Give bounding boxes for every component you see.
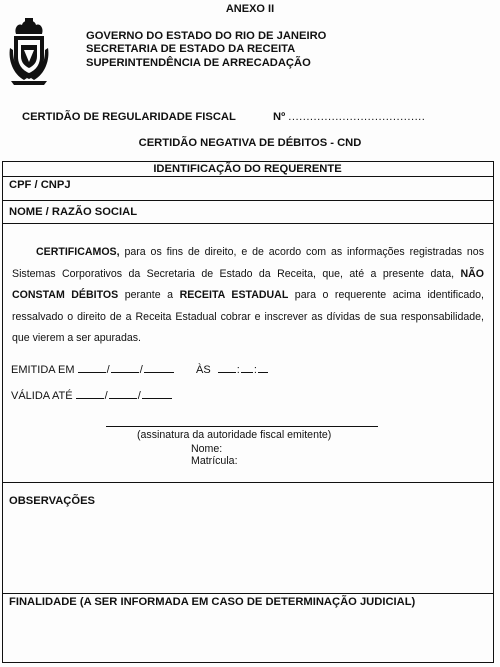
certification-text-part: para os fins de direito, e de acordo com as informações registradas nos Sistemas Corporativos da Secretaria de Estado da Receita, que, até a presente data, bbox=[12, 246, 484, 280]
divider bbox=[3, 200, 493, 201]
certification-lead: CERTIFICAMOS, bbox=[36, 246, 120, 258]
signature-name-label: Nome: bbox=[191, 443, 223, 455]
certificate-number-label: Nº bbox=[273, 111, 286, 123]
issue-time-field bbox=[196, 362, 268, 376]
issue-second-blank bbox=[258, 362, 268, 373]
date-separator: / bbox=[137, 390, 141, 402]
document-subtitle: CERTIDÃO NEGATIVA DE DÉBITOS - CND bbox=[138, 137, 362, 149]
time-separator: : bbox=[236, 364, 240, 376]
issue-date-field bbox=[11, 362, 174, 376]
certificate-number-blank: ...................................... bbox=[288, 111, 426, 123]
issue-minute-blank bbox=[241, 362, 253, 373]
no-debts-statement: NÃO CONSTAM DÉBITOS bbox=[12, 267, 484, 301]
issue-month-blank bbox=[111, 362, 139, 373]
annex-label: ANEXO II bbox=[225, 3, 275, 15]
header-line-superintendence: SUPERINTENDÊNCIA DE ARRECADAÇÃO bbox=[86, 56, 311, 69]
certificate-number-field bbox=[273, 111, 425, 123]
issue-time-label: ÀS bbox=[196, 364, 211, 376]
certification-text bbox=[12, 242, 484, 350]
certificate-label: CERTIDÃO DE REGULARIDADE FISCAL bbox=[22, 111, 236, 123]
signature-caption: (assinatura da autoridade fiscal emitente) bbox=[137, 429, 332, 441]
name-label: NOME / RAZÃO SOCIAL bbox=[9, 206, 138, 218]
section-title: IDENTIFICAÇÃO DO REQUERENTE bbox=[153, 163, 342, 175]
valid-year-blank bbox=[142, 388, 172, 399]
signature-line bbox=[106, 426, 378, 427]
issue-day-blank bbox=[78, 362, 106, 373]
valid-until-field bbox=[11, 388, 172, 402]
purpose-label: FINALIDADE (A SER INFORMADA EM CASO DE DETERMINAÇÃO JUDICIAL) bbox=[9, 596, 416, 608]
issue-hour-blank bbox=[218, 362, 236, 373]
valid-until-label: VÁLIDA ATÉ bbox=[11, 390, 73, 402]
issuer-header bbox=[86, 30, 326, 70]
date-separator: / bbox=[139, 364, 143, 376]
valid-day-blank bbox=[76, 388, 104, 399]
time-separator: : bbox=[253, 364, 257, 376]
header-line-secretariat: SECRETARIA DE ESTADO DA RECEITA bbox=[86, 43, 296, 56]
divider bbox=[3, 223, 493, 224]
observations-label: OBSERVAÇÕES bbox=[9, 495, 95, 507]
header-line-government: GOVERNO DO ESTADO DO RIO DE JANEIRO bbox=[86, 30, 327, 42]
divider bbox=[3, 593, 493, 594]
cpf-cnpj-label: CPF / CNPJ bbox=[9, 179, 71, 191]
date-separator: / bbox=[104, 390, 108, 402]
date-separator: / bbox=[106, 364, 110, 376]
issue-date-label: EMITIDA EM bbox=[11, 364, 75, 376]
issue-year-blank bbox=[144, 362, 174, 373]
divider bbox=[3, 482, 493, 483]
divider bbox=[3, 176, 493, 177]
state-revenue-label: RECEITA ESTADUAL bbox=[179, 289, 289, 301]
certificate-form bbox=[2, 161, 494, 663]
certification-text-part: para o requerente acima identificado, ressalvado o direito de a Receita Estadual cobrar e inscrever as dívidas de sua responsabilidade, que vierem a ser apuradas. bbox=[12, 289, 485, 344]
valid-month-blank bbox=[109, 388, 137, 399]
certification-text-part: perante a bbox=[118, 289, 180, 301]
signature-registration-label: Matrícula: bbox=[191, 455, 238, 467]
state-coat-of-arms-icon bbox=[8, 18, 50, 86]
